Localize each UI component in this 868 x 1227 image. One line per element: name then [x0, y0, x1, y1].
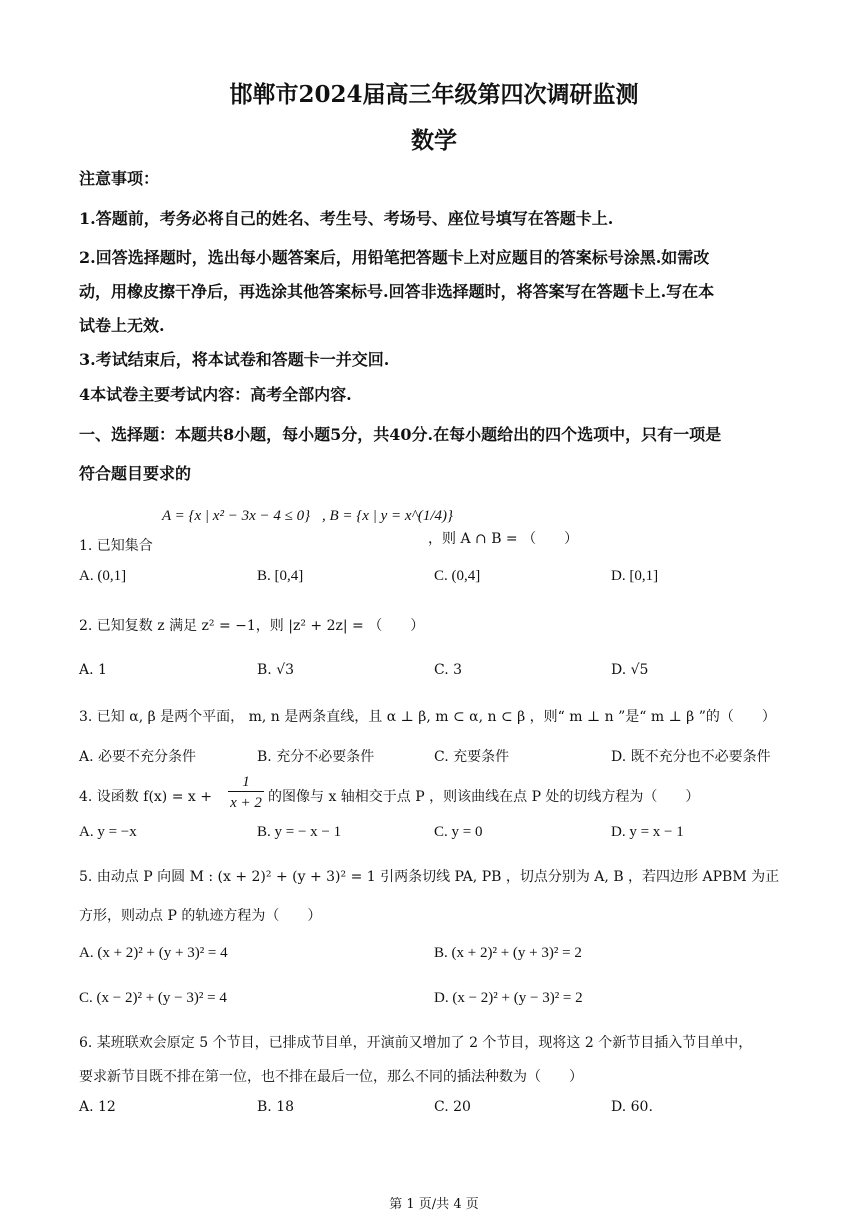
question-2-option-b: B. √3: [257, 662, 295, 678]
notice-heading: 注意事项：: [79, 169, 160, 188]
exam-subject: 数学: [411, 127, 457, 154]
question-2-option-d: D. √5: [611, 662, 649, 678]
question-2-option-a: A. 1: [79, 662, 107, 678]
question-1-option-a: A. (0,1]: [79, 568, 127, 584]
page-footer: 第 1 页/共 4 页: [389, 1197, 479, 1212]
question-3-option-a: A. 必要不充分条件: [79, 749, 197, 765]
question-4-option-a: A. y = −x: [79, 824, 137, 840]
question-3-option-c: C. 充要条件: [434, 749, 510, 765]
question-1-option-b: B. [0,4]: [257, 568, 304, 584]
question-4-option-c: C. y = 0: [434, 824, 483, 840]
question-4-fraction-numerator: 1: [228, 774, 264, 792]
question-2-stem: 2. 已知复数 z 满足 z² = −1，则 |z² + 2z| = （ ）: [79, 618, 425, 634]
question-6-option-b: B. 18: [257, 1099, 295, 1115]
notice-item-3: 3.考试结束后，将本试卷和答题卡一并交回.: [79, 350, 390, 369]
question-1-option-c: C. (0,4]: [434, 568, 481, 584]
question-3-option-d: D. 既不充分也不必要条件: [611, 749, 771, 765]
question-4-fraction-denominator: x + 2: [230, 795, 262, 811]
question-1-set-b: , B = {x | y = x^(1/4)}: [322, 508, 453, 524]
question-6-option-a: A. 12: [79, 1099, 116, 1115]
exam-title: 邯郸市2024届高三年级第四次调研监测: [229, 81, 639, 108]
notice-item-1: 1.答题前，考务必将自己的姓名、考生号、考场号、座位号填写在答题卡上.: [79, 209, 614, 228]
notice-item-4: 4本试卷主要考试内容：高考全部内容.: [79, 385, 352, 404]
question-5-option-a: A. (x + 2)² + (y + 3)² = 4: [79, 945, 228, 961]
question-1-set-a: A = {x | x² − 3x − 4 ≤ 0}: [162, 508, 311, 524]
question-5-stem-line-1: 5. 由动点 P 向圆 M : (x + 2)² + (y + 3)² = 1 引两条切线 PA, PB ，切点分别为 A, B ，若四边形 APBM 为正: [79, 869, 780, 885]
notice-item-2-line-1: 2.回答选择题时，选出每小题答案后，用铅笔把答题卡上对应题目的答案标号涂黑.如需改: [79, 248, 710, 267]
question-6-stem-line-2: 要求新节目既不排在第一位，也不排在最后一位，那么不同的插法种数为（ ）: [79, 1069, 583, 1085]
question-5-option-d: D. (x − 2)² + (y − 3)² = 2: [434, 990, 583, 1006]
question-6-option-c: C. 20: [434, 1099, 471, 1115]
question-1-suffix: ，则 A ∩ B = （ ）: [428, 531, 579, 547]
question-4-suffix: 的图像与 x 轴相交于点 P ，则该曲线在点 P 处的切线方程为（ ）: [268, 789, 700, 805]
section-heading-line-1: 一、选择题：本题共8小题，每小题5分，共40分.在每小题给出的四个选项中，只有一项是: [79, 425, 722, 444]
question-4-prefix: 4. 设函数 f(x) = x +: [79, 789, 212, 805]
notice-item-2-line-2: 动，用橡皮擦干净后，再选涂其他答案标号.回答非选择题时，将答案写在答题卡上.写在本: [79, 282, 715, 301]
question-1-option-d: D. [0,1]: [611, 568, 659, 584]
question-6-stem-line-1: 6. 某班联欢会原定 5 个节目，已排成节目单，开演前又增加了 2 个节目，现将这 2 个新节目插入节目单中，: [79, 1035, 753, 1051]
question-5-option-b: B. (x + 2)² + (y + 3)² = 2: [434, 945, 582, 961]
question-5-option-c: C. (x − 2)² + (y − 3)² = 4: [79, 990, 227, 1006]
question-3-option-b: B. 充分不必要条件: [257, 749, 375, 765]
notice-item-2-line-3: 试卷上无效.: [79, 316, 165, 335]
question-5-stem-line-2: 方形，则动点 P 的轨迹方程为（ ）: [79, 908, 322, 924]
question-3-stem: 3. 已知 α, β 是两个平面， m, n 是两条直线，且 α ⊥ β, m ⊂ α, n ⊂ β ，则“ m ⊥ n ”是“ m ⊥ β ”的（ ）: [79, 709, 776, 725]
section-heading-line-2: 符合题目要求的: [79, 464, 192, 483]
question-2-option-c: C. 3: [434, 662, 463, 678]
question-4-option-d: D. y = x − 1: [611, 824, 684, 840]
question-1-prefix: 1. 已知集合: [79, 538, 153, 554]
question-6-option-d: D. 60.: [611, 1099, 653, 1115]
question-4-option-b: B. y = − x − 1: [257, 824, 342, 840]
